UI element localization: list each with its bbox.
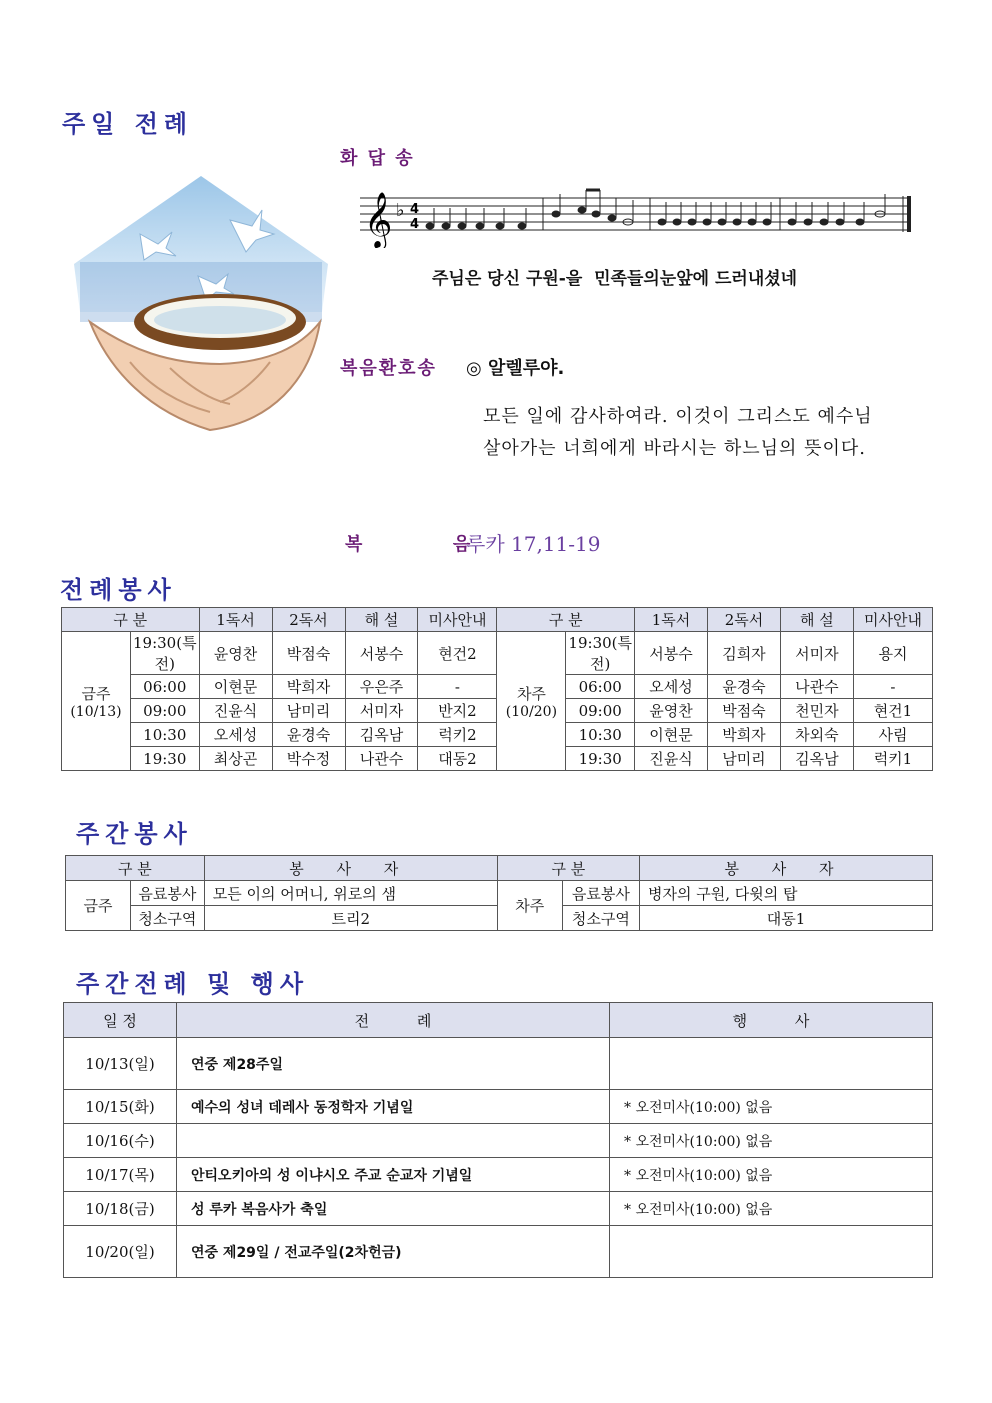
event-liturgy bbox=[177, 1124, 610, 1158]
reader2: 박수정 bbox=[272, 747, 345, 771]
event-liturgy: 성 루카 복음사가 축일 bbox=[177, 1192, 610, 1226]
reader1: 윤영찬 bbox=[635, 699, 708, 723]
commentator: 나관수 bbox=[345, 747, 418, 771]
svg-text:4: 4 bbox=[410, 217, 420, 232]
reader2: 박점숙 bbox=[272, 632, 345, 675]
service-type: 음료봉사 bbox=[562, 881, 639, 906]
mass-time: 09:00 bbox=[566, 699, 635, 723]
next-week-cell bbox=[497, 632, 566, 771]
table-header-row bbox=[64, 1003, 933, 1038]
reader1: 윤영찬 bbox=[199, 632, 272, 675]
table-header-row bbox=[62, 608, 933, 632]
weekly-service-title: 주간봉사 bbox=[76, 820, 193, 848]
mass-time: 19:30(특전) bbox=[130, 632, 199, 675]
music-staff bbox=[360, 186, 915, 248]
sunday-liturgy-title: 주일 전례 bbox=[62, 110, 194, 138]
header-liturgy: 전 례 bbox=[177, 1003, 610, 1038]
event-date: 10/16(수) bbox=[64, 1124, 177, 1158]
table-row bbox=[64, 1090, 933, 1124]
service-volunteer: 모든 이의 어머니, 위로의 샘 bbox=[204, 881, 497, 906]
commentator: 서미자 bbox=[345, 699, 418, 723]
table-row bbox=[66, 881, 933, 906]
reader1: 이현문 bbox=[635, 723, 708, 747]
header-usher: 미사안내 bbox=[418, 608, 497, 632]
table-row bbox=[62, 632, 933, 675]
usher: 사림 bbox=[853, 723, 932, 747]
usher: 용지 bbox=[853, 632, 932, 675]
alleluia-text: ◎ 알렐루야. bbox=[466, 358, 565, 379]
header-volunteer: 봉 사 자 bbox=[640, 856, 933, 881]
header-commentary: 해 설 bbox=[345, 608, 418, 632]
mass-time: 19:30(특전) bbox=[566, 632, 635, 675]
mass-time: 06:00 bbox=[566, 675, 635, 699]
commentator: 차외숙 bbox=[780, 723, 853, 747]
header-reading2: 2독서 bbox=[707, 608, 780, 632]
commentator: 김옥남 bbox=[780, 747, 853, 771]
event-note: * 오전미사(10:00) 없음 bbox=[610, 1158, 933, 1192]
commentator: 서봉수 bbox=[345, 632, 418, 675]
liturgy-ministry-table bbox=[61, 607, 933, 771]
this-week-label: 금주 bbox=[66, 881, 131, 931]
svg-text:𝄞: 𝄞 bbox=[364, 192, 393, 248]
reader2: 남미리 bbox=[707, 747, 780, 771]
commentator: 나관수 bbox=[780, 675, 853, 699]
hands-doves-illustration bbox=[70, 172, 332, 440]
usher: 럭키2 bbox=[418, 723, 497, 747]
table-row bbox=[64, 1226, 933, 1278]
reader2: 김희자 bbox=[707, 632, 780, 675]
svg-text:4: 4 bbox=[410, 202, 420, 217]
event-note: * 오전미사(10:00) 없음 bbox=[610, 1090, 933, 1124]
weekly-events-title: 주간전례 및 행사 bbox=[76, 970, 309, 998]
commentator: 서미자 bbox=[780, 632, 853, 675]
event-note bbox=[610, 1226, 933, 1278]
event-date: 10/13(일) bbox=[64, 1038, 177, 1090]
commentator: 천민자 bbox=[780, 699, 853, 723]
this-week-date: (10/13) bbox=[70, 703, 122, 720]
weekly-events-table bbox=[63, 1002, 933, 1278]
service-volunteer: 트리2 bbox=[204, 906, 497, 931]
verse-line-2: 살아가는 너희에게 바라시는 하느님의 뜻이다. bbox=[483, 438, 866, 459]
usher: 반지2 bbox=[418, 699, 497, 723]
service-type: 청소구역 bbox=[131, 906, 205, 931]
event-date: 10/18(금) bbox=[64, 1192, 177, 1226]
next-week-label: 차주 bbox=[497, 881, 562, 931]
reader2: 윤경숙 bbox=[707, 675, 780, 699]
mass-time: 19:30 bbox=[566, 747, 635, 771]
this-week-cell bbox=[62, 632, 131, 771]
reader2: 박점숙 bbox=[707, 699, 780, 723]
this-week-label: 금주 bbox=[81, 684, 111, 703]
commentator: 우은주 bbox=[345, 675, 418, 699]
service-type: 음료봉사 bbox=[131, 881, 205, 906]
header-category: 구 분 bbox=[62, 608, 200, 632]
weekly-service-table bbox=[65, 855, 933, 931]
reader1: 오세성 bbox=[199, 723, 272, 747]
reader2: 박희자 bbox=[707, 723, 780, 747]
header-reading1: 1독서 bbox=[199, 608, 272, 632]
verse-line-1: 모든 일에 감사하여라. 이것이 그리스도 예수님 bbox=[483, 406, 873, 427]
header-usher: 미사안내 bbox=[853, 608, 932, 632]
header-volunteer: 봉 사 자 bbox=[204, 856, 497, 881]
usher: 럭키1 bbox=[853, 747, 932, 771]
reader1: 서봉수 bbox=[635, 632, 708, 675]
event-liturgy: 연중 제29일 / 전교주일(2차헌금) bbox=[177, 1226, 610, 1278]
service-type: 청소구역 bbox=[562, 906, 639, 931]
service-volunteer: 병자의 구원, 다윗의 탑 bbox=[640, 881, 933, 906]
mass-time: 09:00 bbox=[130, 699, 199, 723]
event-date: 10/20(일) bbox=[64, 1226, 177, 1278]
reader1: 오세성 bbox=[635, 675, 708, 699]
svg-text:♭: ♭ bbox=[396, 200, 405, 221]
gospel-acclamation-label: 복음환호송 bbox=[340, 358, 437, 379]
reader2: 남미리 bbox=[272, 699, 345, 723]
reader2: 박희자 bbox=[272, 675, 345, 699]
event-liturgy: 안티오키아의 성 이냐시오 주교 순교자 기념일 bbox=[177, 1158, 610, 1192]
gospel-label: 복 음 bbox=[345, 534, 473, 555]
next-week-label: 차주 bbox=[516, 684, 546, 703]
event-note: * 오전미사(10:00) 없음 bbox=[610, 1124, 933, 1158]
header-commentary: 해 설 bbox=[780, 608, 853, 632]
header-reading1: 1독서 bbox=[635, 608, 708, 632]
table-row bbox=[64, 1038, 933, 1090]
mass-time: 10:30 bbox=[566, 723, 635, 747]
responsorial-psalm-label: 화 답 송 bbox=[340, 148, 415, 169]
mass-time: 06:00 bbox=[130, 675, 199, 699]
header-category: 구 분 bbox=[497, 608, 635, 632]
next-week-date: (10/20) bbox=[505, 703, 558, 720]
reader1: 이현문 bbox=[199, 675, 272, 699]
usher: 대동2 bbox=[418, 747, 497, 771]
liturgy-ministry-title: 전례봉사 bbox=[60, 576, 177, 604]
usher: - bbox=[418, 675, 497, 699]
table-row bbox=[64, 1192, 933, 1226]
header-date: 일 정 bbox=[64, 1003, 177, 1038]
service-volunteer: 대동1 bbox=[640, 906, 933, 931]
header-reading2: 2독서 bbox=[272, 608, 345, 632]
table-row bbox=[64, 1124, 933, 1158]
header-category: 구 분 bbox=[497, 856, 639, 881]
mass-time: 19:30 bbox=[130, 747, 199, 771]
table-header-row bbox=[66, 856, 933, 881]
mass-time: 10:30 bbox=[130, 723, 199, 747]
event-note bbox=[610, 1038, 933, 1090]
commentator: 김옥남 bbox=[345, 723, 418, 747]
table-row bbox=[64, 1158, 933, 1192]
usher: 현건1 bbox=[853, 699, 932, 723]
event-date: 10/15(화) bbox=[64, 1090, 177, 1124]
event-date: 10/17(목) bbox=[64, 1158, 177, 1192]
psalm-lyrics: 주님은 당신 구원-을 민족들의눈앞에 드러내셨네 bbox=[432, 269, 798, 289]
usher: 현건2 bbox=[418, 632, 497, 675]
header-events: 행 사 bbox=[610, 1003, 933, 1038]
reader2: 윤경숙 bbox=[272, 723, 345, 747]
gospel-reference: 루카 17,11-19 bbox=[466, 532, 601, 556]
usher: - bbox=[853, 675, 932, 699]
event-liturgy: 예수의 성녀 데레사 동정학자 기념일 bbox=[177, 1090, 610, 1124]
header-category: 구 분 bbox=[66, 856, 205, 881]
event-note: * 오전미사(10:00) 없음 bbox=[610, 1192, 933, 1226]
reader1: 최상곤 bbox=[199, 747, 272, 771]
event-liturgy: 연중 제28주일 bbox=[177, 1038, 610, 1090]
reader1: 진윤식 bbox=[199, 699, 272, 723]
reader1: 진윤식 bbox=[635, 747, 708, 771]
